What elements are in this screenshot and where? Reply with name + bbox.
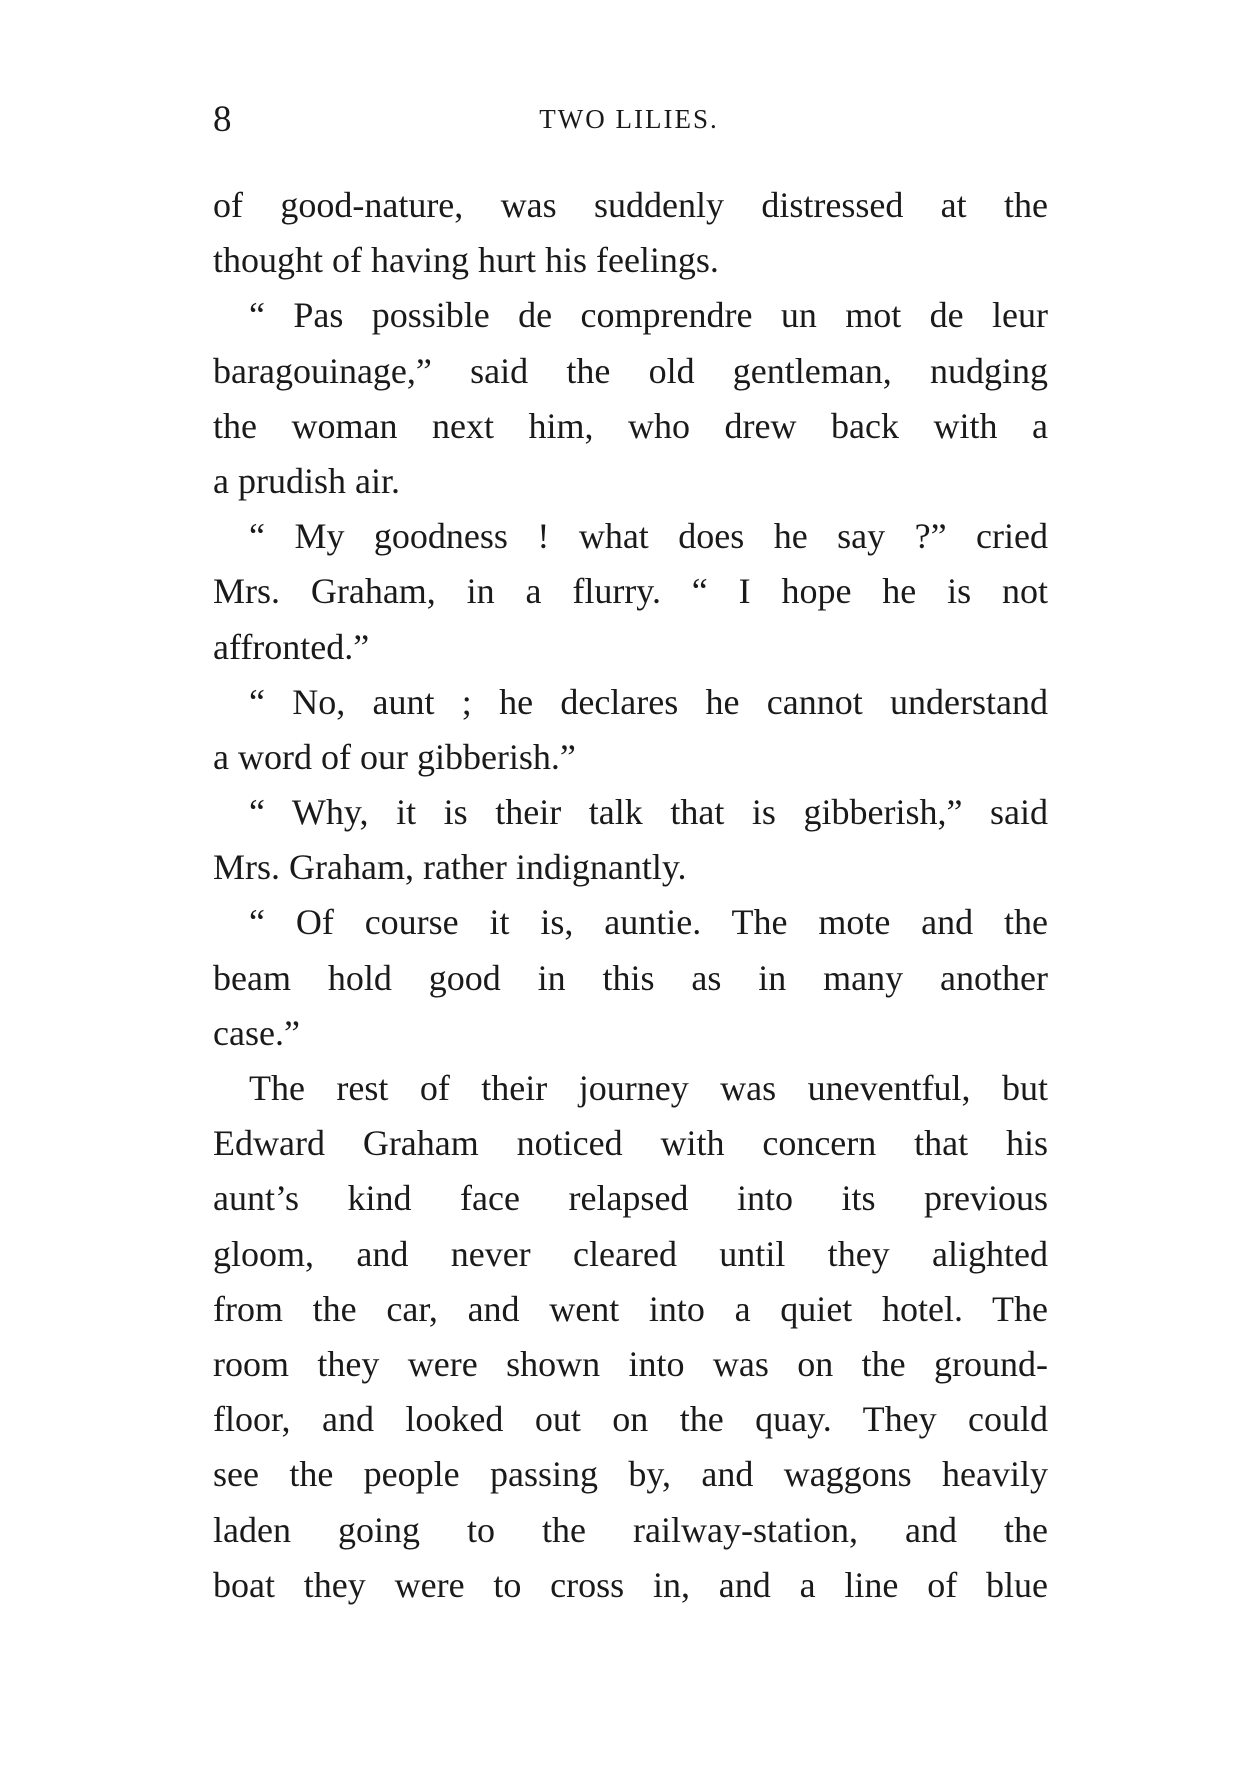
text-line: Mrs. Graham, rather indignantly. [213, 847, 687, 888]
body-text [213, 178, 1048, 1613]
text-line: of good-nature, was suddenly distressed at the [213, 185, 1048, 225]
text-line: gloom, and never cleared until they alighted [213, 1233, 1048, 1274]
text-line: “ Why, it is their talk that is gibberish,” said [249, 792, 1048, 833]
text-line: floor, and looked out on the quay. They could [213, 1399, 1048, 1440]
text-line: baragouinage,” said the old gentleman, nudging [213, 350, 1048, 391]
text-line: room they were shown into was on the ground- [213, 1343, 1048, 1384]
text-line: case.” [213, 1012, 300, 1053]
text-line: see the people passing by, and waggons heavily [213, 1454, 1048, 1495]
text-line: “ Of course it is, auntie. The mote and the [249, 902, 1048, 943]
running-title: TWO LILIES. [539, 104, 719, 134]
text-line: the woman next him, who drew back with a [213, 405, 1048, 446]
text-line: thought of having hurt his feelings. [213, 240, 719, 281]
text-line: The rest of their journey was uneventful, but [249, 1068, 1048, 1108]
text-line: a prudish air. [213, 460, 400, 501]
text-line: Mrs. Graham, in a flurry. “ I hope he is not [213, 571, 1048, 612]
page-header [213, 98, 1045, 148]
text-line: affronted.” [213, 626, 370, 667]
text-line: “ My goodness ! what does he say ?” cried [249, 516, 1048, 557]
text-line: from the car, and went into a quiet hotel. The [213, 1288, 1048, 1329]
text-line: “ No, aunt ; he declares he cannot understand [249, 681, 1048, 722]
page-number: 8 [213, 99, 232, 140]
text-line: beam hold good in this as in many another [213, 957, 1048, 998]
text-line: Edward Graham noticed with concern that his [213, 1123, 1048, 1164]
text-line: a word of our gibberish.” [213, 736, 576, 777]
text-line: aunt’s kind face relapsed into its previous [213, 1178, 1048, 1219]
text-line: boat they were to cross in, and a line of blue [213, 1564, 1048, 1605]
text-line: “ Pas possible de comprendre un mot de leur [249, 295, 1048, 336]
text-line: laden going to the railway-station, and the [213, 1509, 1048, 1550]
